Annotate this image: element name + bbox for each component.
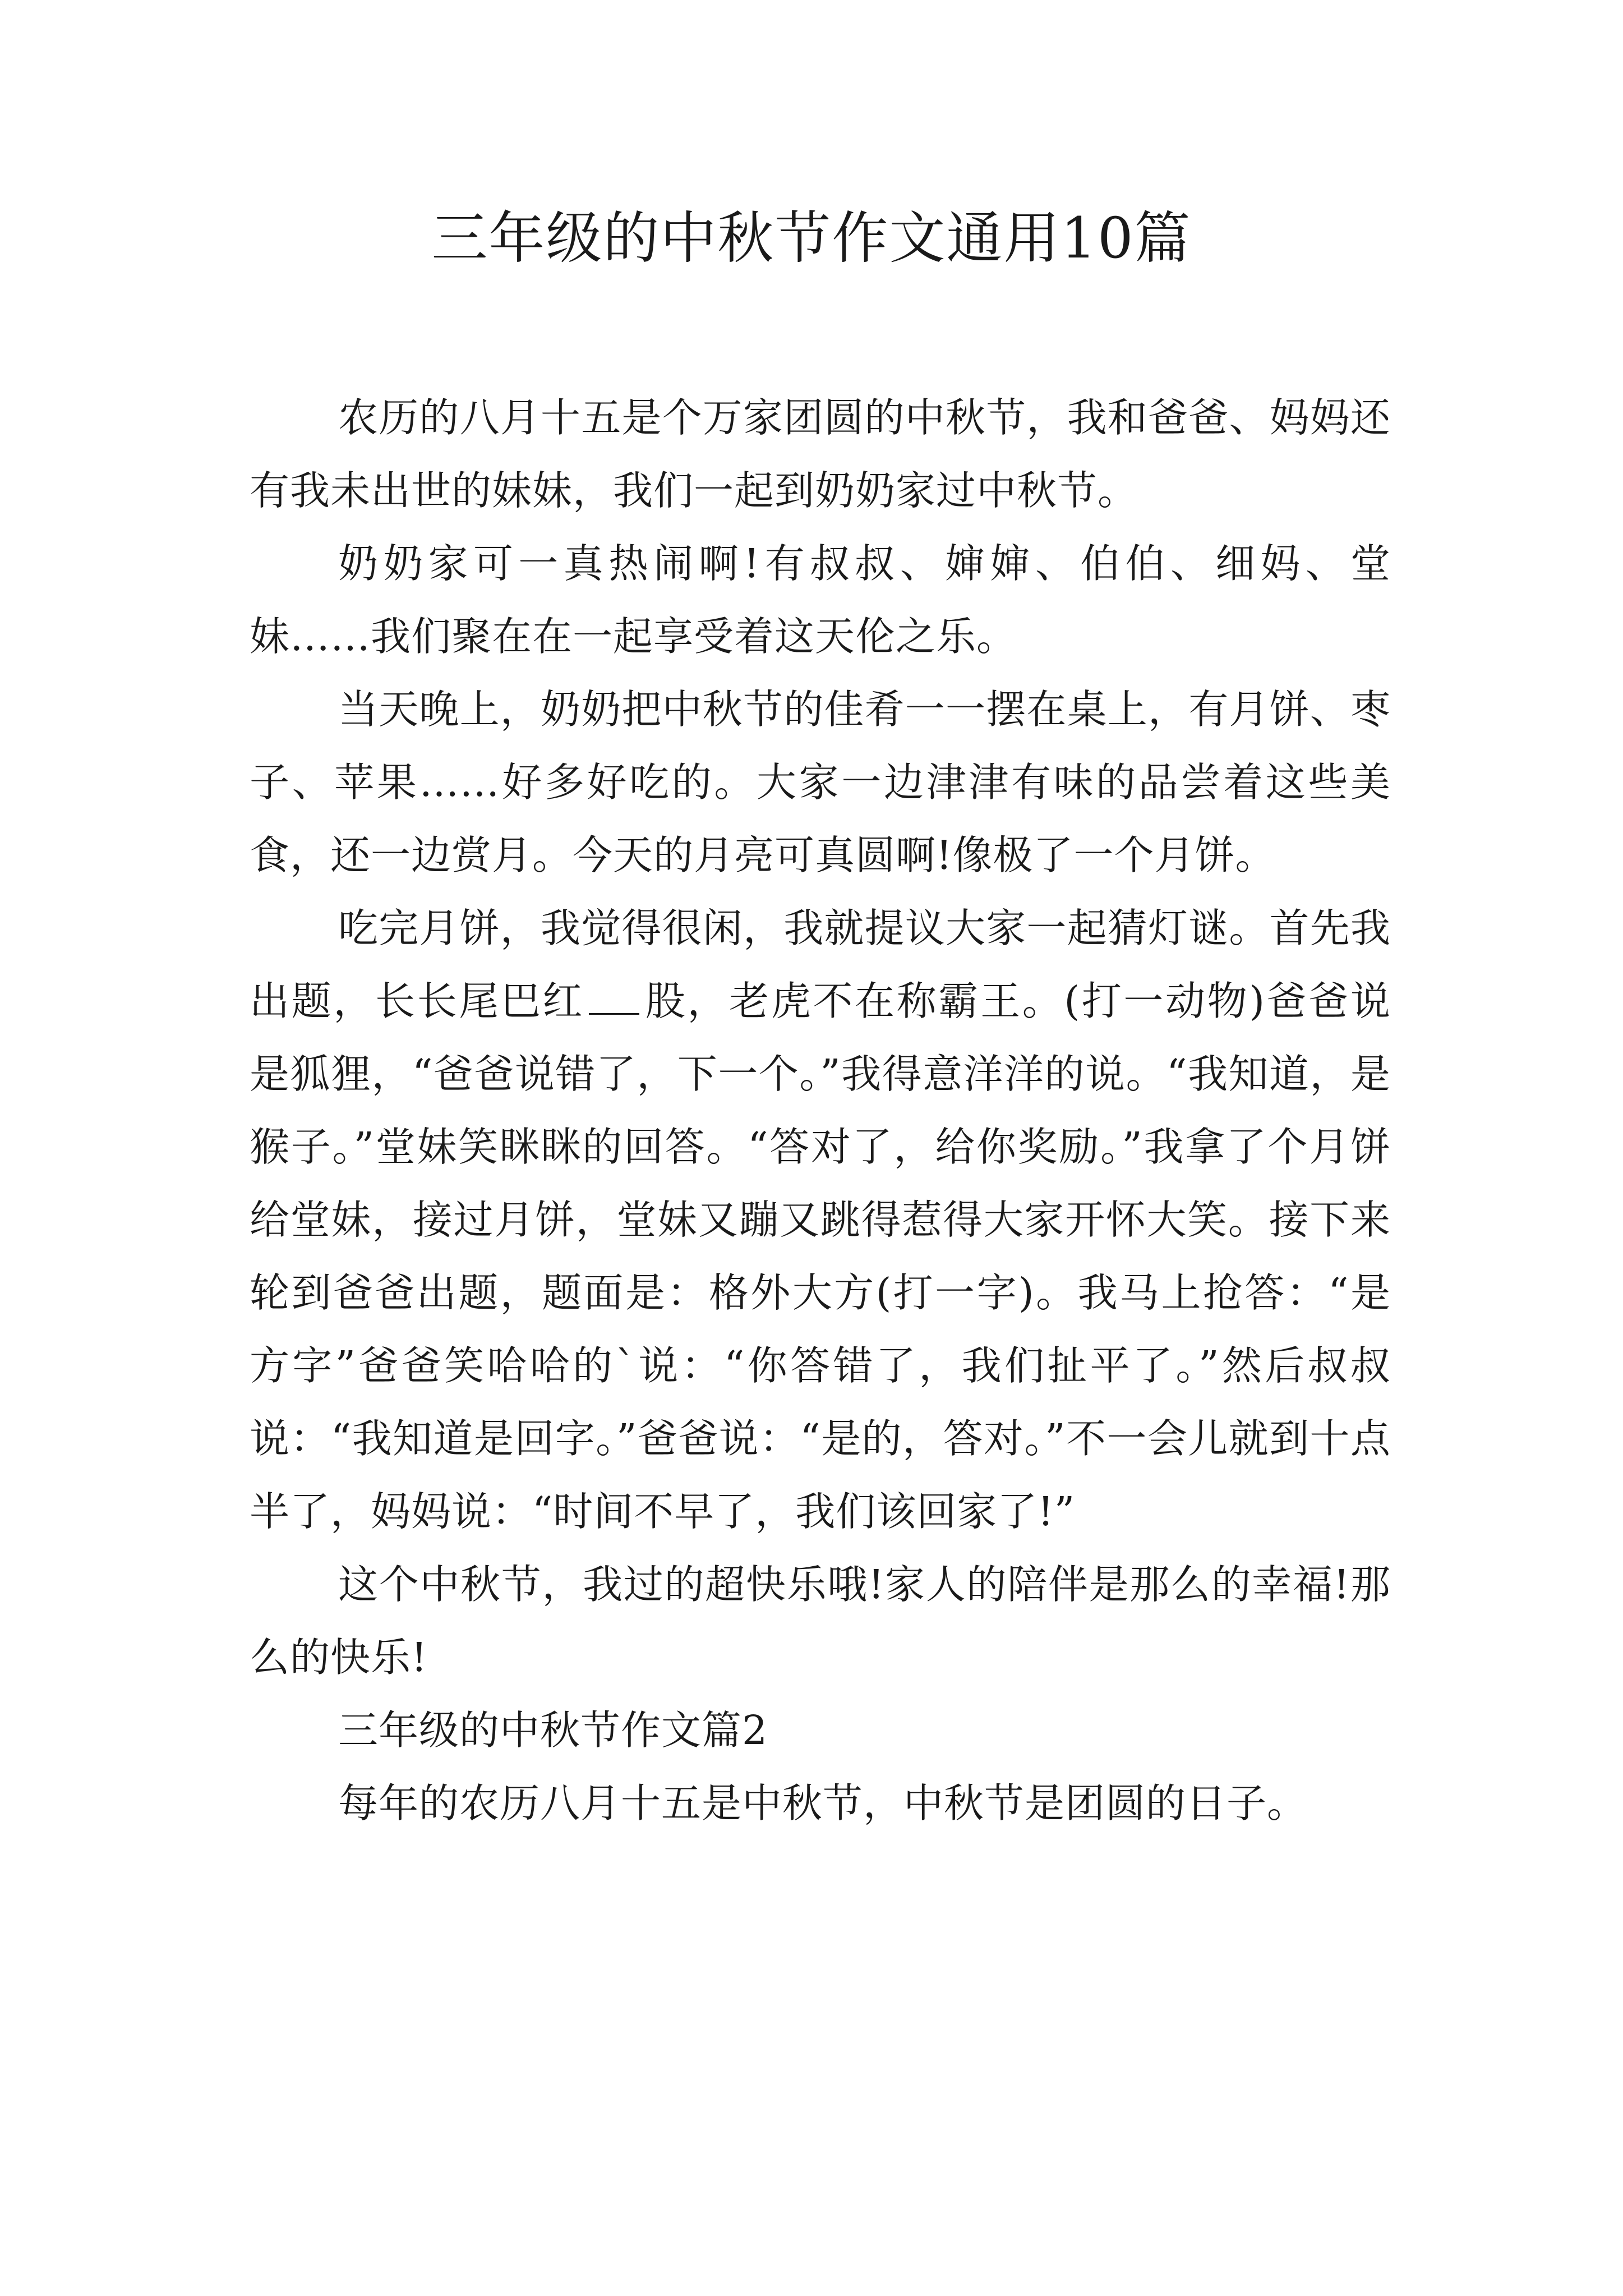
fill-in-blank [589, 979, 639, 1015]
document-body [250, 381, 1391, 1840]
riddle-text-start: 吃完月饼，我觉得很闲，我就提议大家一起猜灯谜。首先我出题，长长尾巴红 [250, 905, 1391, 1024]
paragraph-3: 当天晚上，奶奶把中秋节的佳肴一一摆在桌上，有月饼、枣子、苹果……好多好吃的。大家一边津津有味的品尝着这些美食，还一边赏月。今天的月亮可真圆啊!像极了一个月饼。 [250, 686, 1391, 878]
paragraph-2: 奶奶家可一真热闹啊!有叔叔、婶婶、伯伯、细妈、堂妹……我们聚在在一起享受着这天伦之乐。 [250, 540, 1391, 660]
section-heading: 三年级的中秋节作文篇2 [338, 1707, 768, 1754]
riddle-text-end: 股，老虎不在称霸王。(打一动物)爸爸说是狐狸，“爸爸说错了，下一个。”我得意洋洋的说。“我知道，是猴子。”堂妹笑眯眯的回答。“答对了，给你奖励。”我拿了个月饼给堂妹，接过月饼，堂妹又蹦又跳得惹得大家开怀大笑。接下来轮到爸爸出题，题面是：格外大方(打一字)。我马上抢答：“是方字”爸爸笑哈哈的`说：“你答错了，我们扯平了。”然后叔叔说：“我知道是回字。”爸爸说：“是的，答对。”不一会儿就到十点半了，妈妈说：“时间不早了，我们该回家了!” [250, 978, 1391, 1535]
paragraph-riddles [250, 892, 1391, 1548]
section-first-paragraph: 每年的农历八月十五是中秋节，中秋节是团圆的日子。 [338, 1780, 1308, 1826]
closing-paragraph: 这个中秋节，我过的超快乐哦!家人的陪伴是那么的幸福!那么的快乐! [250, 1561, 1391, 1681]
paragraph-1: 农历的八月十五是个万家团圆的中秋节，我和爸爸、妈妈还有我未出世的妹妹，我们一起到奶奶家过中秋节。 [250, 394, 1391, 514]
page-title: 三年级的中秋节作文通用10篇 [431, 205, 1192, 271]
